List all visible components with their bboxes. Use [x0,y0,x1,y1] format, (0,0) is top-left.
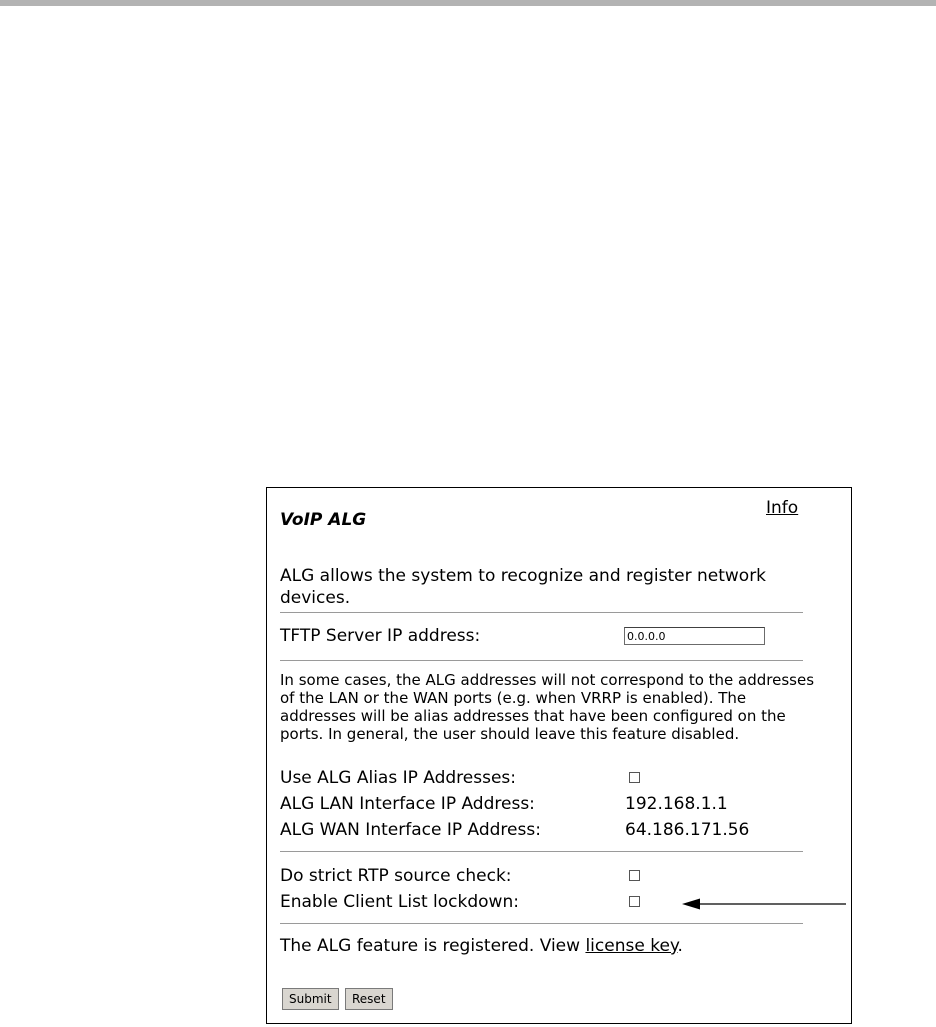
tftp-server-ip-input[interactable] [624,627,765,645]
page-title: VoIP ALG [280,510,367,530]
top-gray-bar [0,0,936,6]
strict-rtp-label: Do strict RTP source check: [280,866,512,886]
info-link[interactable]: Info [766,498,799,518]
use-alias-checkbox[interactable] [629,772,640,783]
divider [280,923,803,924]
registration-period: . [677,936,683,956]
client-lockdown-label: Enable Client List lockdown: [280,892,519,912]
voip-alg-panel [266,487,852,1024]
submit-button[interactable]: Submit [282,988,339,1010]
wan-interface-value: 64.186.171.56 [625,820,750,840]
divider [280,612,803,613]
divider [280,660,803,661]
alg-description: ALG allows the system to recognize and register network devices. [280,566,767,608]
divider [280,851,803,852]
alias-note: In some cases, the ALG addresses will not correspond to the addresses of the LAN or the WAN ports (e.g. when VRRP is enabled). The addresses will be alias addresses that have been configured on the ports. In general, the user should leave this feature disabled. [280,671,815,743]
reset-button[interactable]: Reset [345,988,393,1010]
use-alias-label: Use ALG Alias IP Addresses: [280,768,517,788]
wan-interface-label: ALG WAN Interface IP Address: [280,820,541,840]
registration-text: The ALG feature is registered. View [280,936,586,956]
strict-rtp-checkbox[interactable] [629,870,640,881]
client-lockdown-checkbox[interactable] [629,896,640,907]
license-key-link[interactable]: license key [585,936,678,956]
tftp-label: TFTP Server IP address: [280,626,481,646]
lan-interface-label: ALG LAN Interface IP Address: [280,794,535,814]
callout-arrow-icon [682,896,846,912]
registration-status [280,935,683,957]
lan-interface-value: 192.168.1.1 [625,794,728,814]
